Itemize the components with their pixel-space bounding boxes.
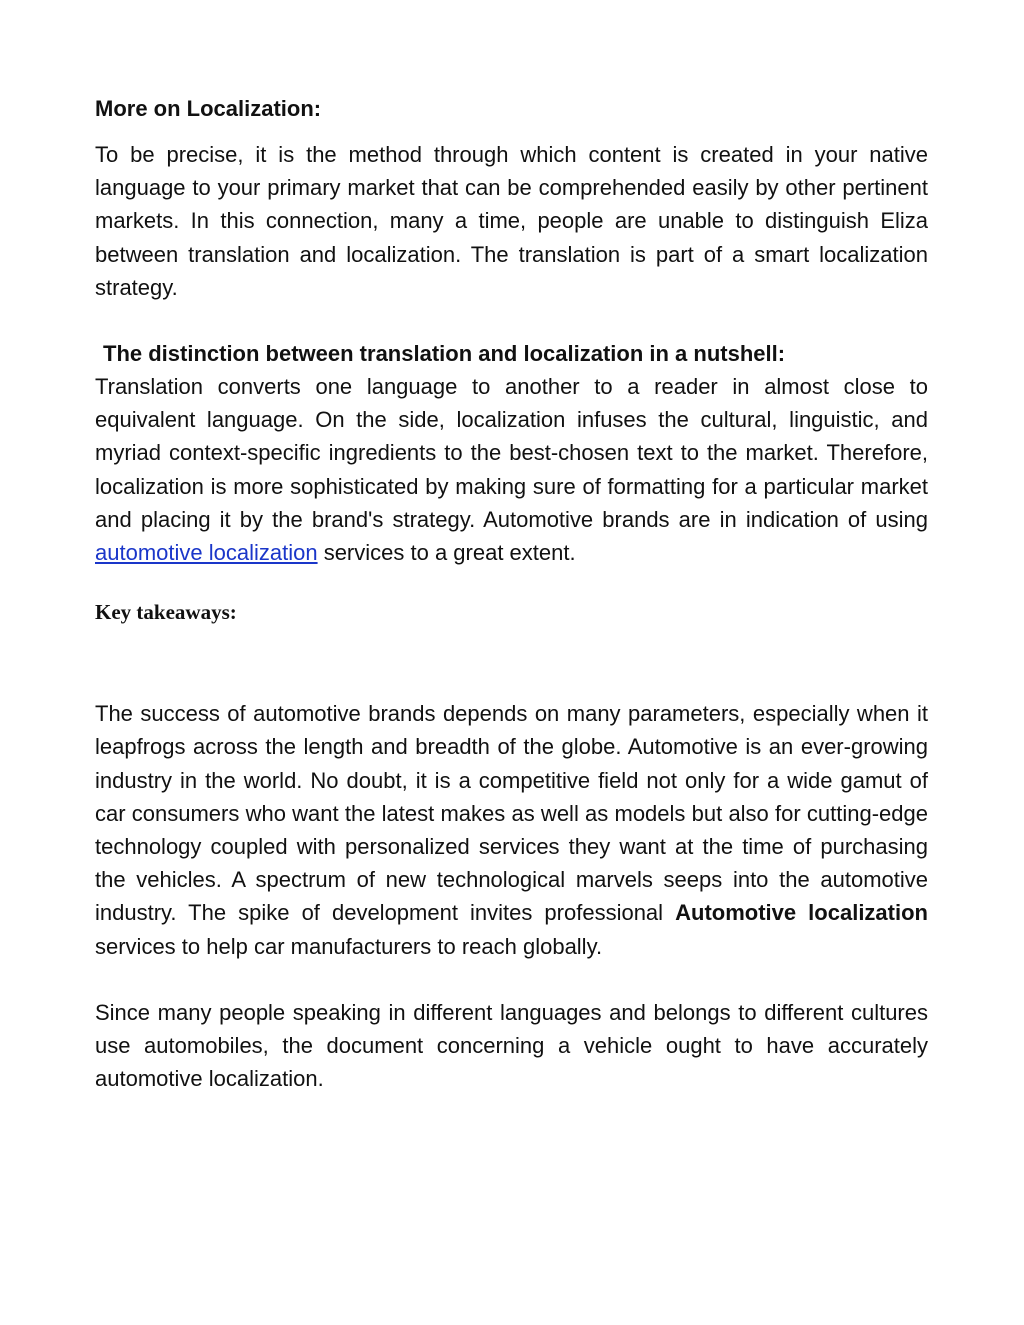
paragraph-text: services to help car manufacturers to reach globally. <box>95 933 603 959</box>
paragraph-translation-vs-localization <box>95 370 928 569</box>
spacer <box>95 125 928 138</box>
paragraph-languages-cultures: Since many people speaking in different languages and belongs to different cultures use automobiles, the document concerning a vehicle ought to have accurately automotive localization. <box>95 999 928 1092</box>
paragraph-automotive-success <box>95 697 928 963</box>
section-heading-key-takeaways: Key takeaways: <box>95 600 237 625</box>
section-heading-more-on-localization: More on Localization: <box>95 96 322 121</box>
spacer <box>95 627 928 697</box>
spacer <box>95 963 928 996</box>
section-heading-distinction: The distinction between translation and localization in a nutshell: <box>103 341 786 367</box>
bold-phrase: Automotive localization <box>675 900 928 926</box>
paragraph-localization-definition: To be precise, it is the method through which content is created in your native language to your primary market that can be comprehended easily by other pertinent markets. In this connection, many a time, people are unable to distinguish Eliza between translation and localization. The translation is part of a smart localization strategy. <box>95 142 928 300</box>
paragraph-text: The success of automotive brands depends on many parameters, especially when it leapfrogs across the length and breadth of the globe. Automotive is an ever-growing industry in the world. No doubt, it is a competitive field not only for a wide gamut of car consumers who want the latest makes as well as models but also for cutting-edge technology coupled with personalized services they want at the time of purchasing the vehicles. A spectrum of new technological marvels seeps into the automotive industry. The spike of development invites professional <box>95 701 928 926</box>
spacer <box>95 569 928 597</box>
spacer <box>95 304 928 337</box>
automotive-localization-link[interactable]: automotive localization <box>95 540 318 566</box>
document-page <box>95 92 928 1095</box>
paragraph-text: services to a great extent. <box>317 540 576 566</box>
paragraph-text: Translation converts one language to another to a reader in almost close to equivalent language. On the side, localization infuses the cultural, linguistic, and myriad context-specific ingredients to the best-chosen text to the market. Therefore, localization is more sophisticated by making sure of formatting for a particular market and placing it by the brand's strategy. Automotive brands are in indication of using <box>95 374 928 532</box>
